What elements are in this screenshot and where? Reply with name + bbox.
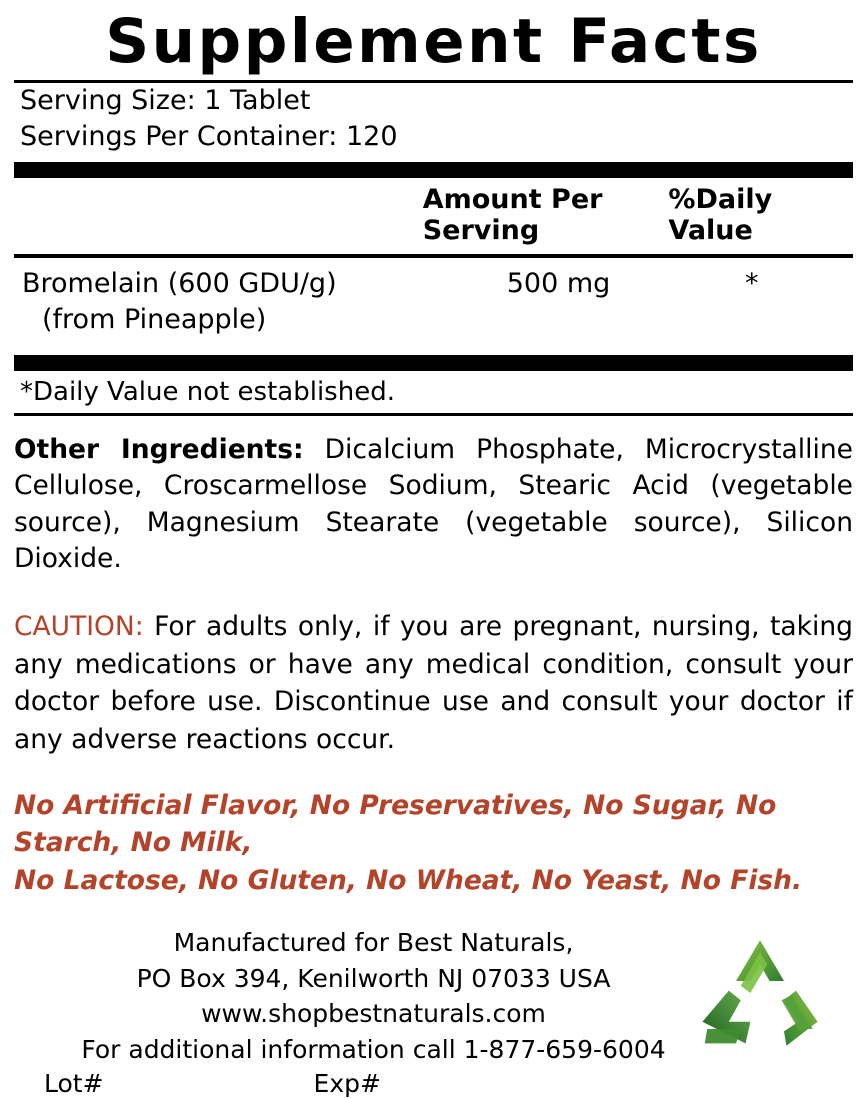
page-title: Supplement Facts bbox=[105, 6, 762, 77]
divider-thick-upper bbox=[14, 162, 853, 178]
footer bbox=[14, 925, 853, 1098]
caution-text: For adults only, if you are pregnant, nursing, taking any medications or have any medical condition, consult your doctor before use. Discontinue use and consult your doctor if any adverse reactions occur. bbox=[14, 611, 853, 755]
claims-line-2: No Lactose, No Gluten, No Wheat, No Yeast, No Fish. bbox=[14, 864, 803, 896]
column-header-name bbox=[14, 178, 417, 254]
divider-thick-lower bbox=[14, 355, 853, 371]
servings-per-container: Servings Per Container: 120 bbox=[20, 121, 398, 153]
nutrient-rows bbox=[14, 258, 853, 349]
caution-paragraph bbox=[14, 608, 853, 759]
daily-value-footnote: *Daily Value not established. bbox=[20, 376, 395, 407]
nutrient-daily-value: * bbox=[744, 267, 759, 299]
serving-size: Serving Size: 1 Tablet bbox=[20, 85, 311, 117]
table-header-row bbox=[14, 178, 853, 254]
claims-line-1: No Artificial Flavor, No Preservatives, No Sugar, No Starch, No Milk, bbox=[14, 789, 777, 859]
other-ingredients-label: Other Ingredients: bbox=[14, 433, 304, 465]
divider-bottom bbox=[14, 413, 853, 416]
other-ingredients-text: Dicalcium Phosphate, Microcrystalline Cellulose, Croscarmellose Sodium, Stearic Acid (vegetable source), Magnesium Stearate (vegetable source), Silicon Dioxide. bbox=[14, 433, 853, 575]
lot-label: Lot# bbox=[44, 1069, 104, 1098]
manufactured-for: Manufactured for Best Naturals, bbox=[173, 928, 574, 958]
website[interactable]: www.shopbestnaturals.com bbox=[201, 999, 546, 1029]
table-row bbox=[14, 258, 853, 349]
column-header-daily-value: %Daily Value bbox=[668, 183, 773, 246]
nutrient-name-cell bbox=[14, 258, 417, 349]
free-from-claims bbox=[14, 787, 853, 900]
nutrient-amount: 500 mg bbox=[506, 267, 611, 299]
nutrient-source: (from Pineapple) bbox=[42, 304, 267, 336]
column-header-amount: Amount Per Serving bbox=[422, 183, 603, 246]
lot-exp-row bbox=[14, 1069, 853, 1098]
nutrition-table bbox=[14, 178, 853, 254]
caution-label: CAUTION: bbox=[14, 611, 144, 643]
recycle-icon bbox=[685, 933, 835, 1053]
phone-line: For additional information call 1-877-659-6004 bbox=[81, 1034, 666, 1064]
address: PO Box 394, Kenilworth NJ 07033 USA bbox=[136, 963, 611, 993]
other-ingredients bbox=[14, 432, 853, 578]
nutrient-name: Bromelain (600 GDU/g) bbox=[22, 267, 337, 299]
exp-label: Exp# bbox=[313, 1069, 381, 1098]
